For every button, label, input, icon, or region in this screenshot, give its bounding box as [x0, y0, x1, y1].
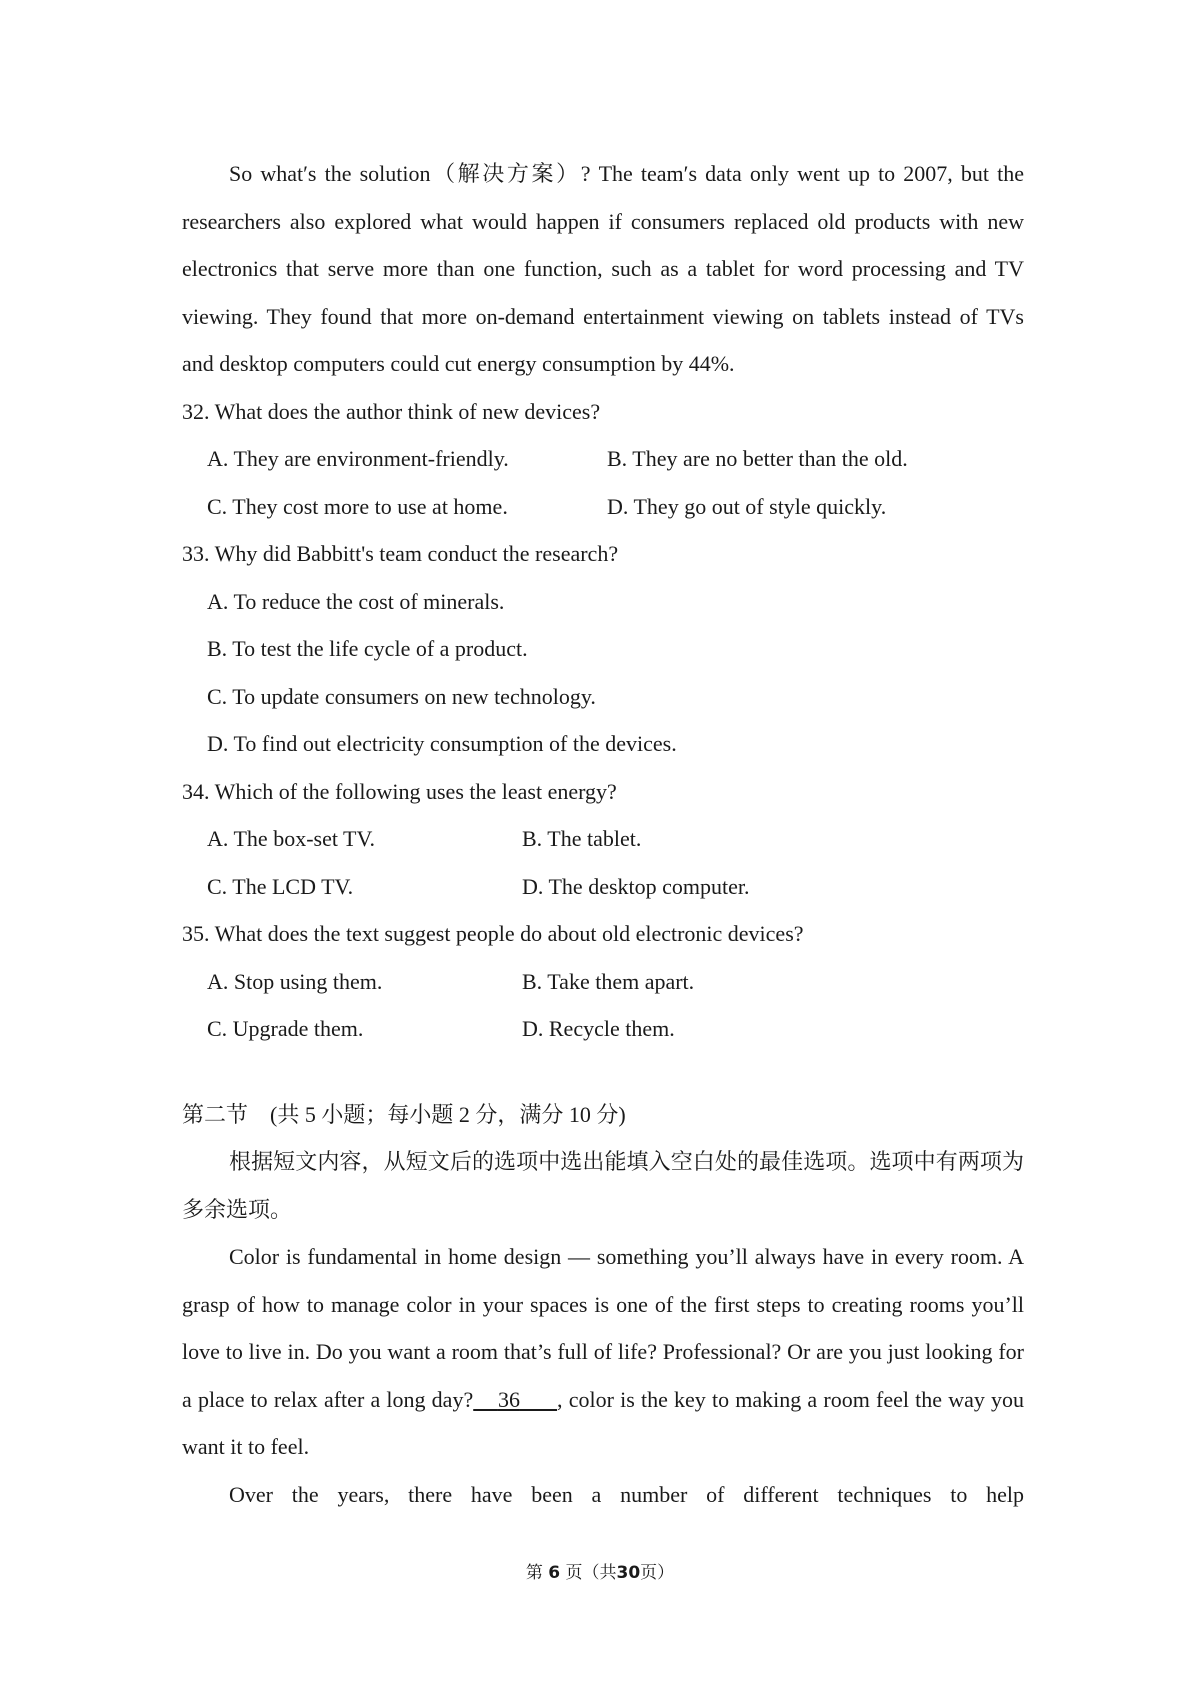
footer-prefix: 第 — [525, 1563, 543, 1583]
question-35-option-d: D. Recycle them. — [522, 1016, 675, 1041]
question-35-options-row1 — [182, 958, 1024, 1006]
passage2-para1-before-blank: Color is fundamental in home design — something you’ll always have in every room. A grasp of how to manage color in your spaces is one of the first steps to creating rooms you’ll love to live in. Do you want a room that’s full of life? Professional? Or are you just looking for a place to relax after a long day? — [182, 1244, 1024, 1412]
question-34-option-c: C. The LCD TV. — [207, 873, 354, 899]
question-32-options-row1 — [182, 435, 1024, 483]
question-32-option-c: C. They cost more to use at home. — [207, 493, 508, 519]
question-34-stem: 34. Which of the following uses the least energy? — [182, 778, 617, 804]
footer-total-pages: 30 — [616, 1563, 641, 1583]
blank-36-number: 36 — [497, 1386, 520, 1412]
passage2-para1-after-blank: , color is the key to making a room feel the way you want it to feel. — [182, 1386, 1025, 1459]
section2-instruction: 根据短文内容，从短文后的选项中选出能填入空白处的最佳选项。选项中有两项为多余选项。 — [182, 1149, 1024, 1222]
footer-suffix: 页） — [640, 1563, 675, 1583]
question-33-stem: 33. Why did Babbitt's team conduct the research? — [182, 541, 619, 566]
question-35-option-b: B. Take them apart. — [522, 968, 695, 994]
question-33-option-b: B. To test the life cycle of a product. — [207, 636, 528, 661]
passage2-paragraph1 — [182, 1233, 1024, 1471]
question-34-option-b: B. The tablet. — [522, 826, 642, 851]
footer-middle: 页（共 — [565, 1563, 617, 1583]
section2-heading: 第二节 — [182, 1101, 249, 1127]
section2-heading-note: (共 5 小题；每小题 2 分，满分 10 分) — [270, 1101, 626, 1127]
question-34-option-d: D. The desktop computer. — [522, 873, 750, 899]
question-32-option-b: B. They are no better than the old. — [607, 446, 908, 471]
question-35-options-row2 — [182, 1005, 1024, 1053]
footer-page-number: 6 — [548, 1563, 561, 1583]
question-33-option-c: C. To update consumers on new technology. — [207, 683, 596, 709]
passage2-paragraph2: Over the years, there have been a number of different techniques to help — [229, 1481, 1024, 1507]
blank-36 — [473, 1387, 557, 1412]
question-32-stem: 32. What does the author think of new devices? — [182, 398, 601, 424]
question-34-options-row1 — [182, 815, 1024, 863]
question-32-option-a: A. They are environment-friendly. — [207, 446, 509, 471]
section2-heading-line — [182, 1091, 1024, 1139]
page-footer — [0, 1558, 1200, 1583]
question-35-stem: 35. What does the text suggest people do about old electronic devices? — [182, 921, 804, 946]
question-33-option-a: A. To reduce the cost of minerals. — [207, 588, 505, 614]
section-gap — [182, 1053, 1024, 1091]
question-34-options-row2 — [182, 863, 1024, 911]
question-32-option-d: D. They go out of style quickly. — [607, 493, 887, 519]
question-35-option-a: A. Stop using them. — [207, 968, 383, 994]
question-32-options-row2 — [182, 483, 1024, 531]
question-35-option-c: C. Upgrade them. — [207, 1016, 364, 1041]
passage1-last-paragraph: So what′s the solution（解决方案）? The team′s data only went up to 2007, but the researchers also explored what would happen if consumers replaced old products with new electronics that serve more than one function, such as a tablet for word processing and TV viewing. They found that more on-demand entertainment viewing on tablets instead of TVs and desktop computers could cut energy consumption by 44%. — [182, 161, 1024, 376]
page-content — [182, 150, 1024, 1518]
question-34-option-a: A. The box-set TV. — [207, 826, 376, 851]
question-33-option-d: D. To find out electricity consumption of the devices. — [207, 731, 677, 756]
